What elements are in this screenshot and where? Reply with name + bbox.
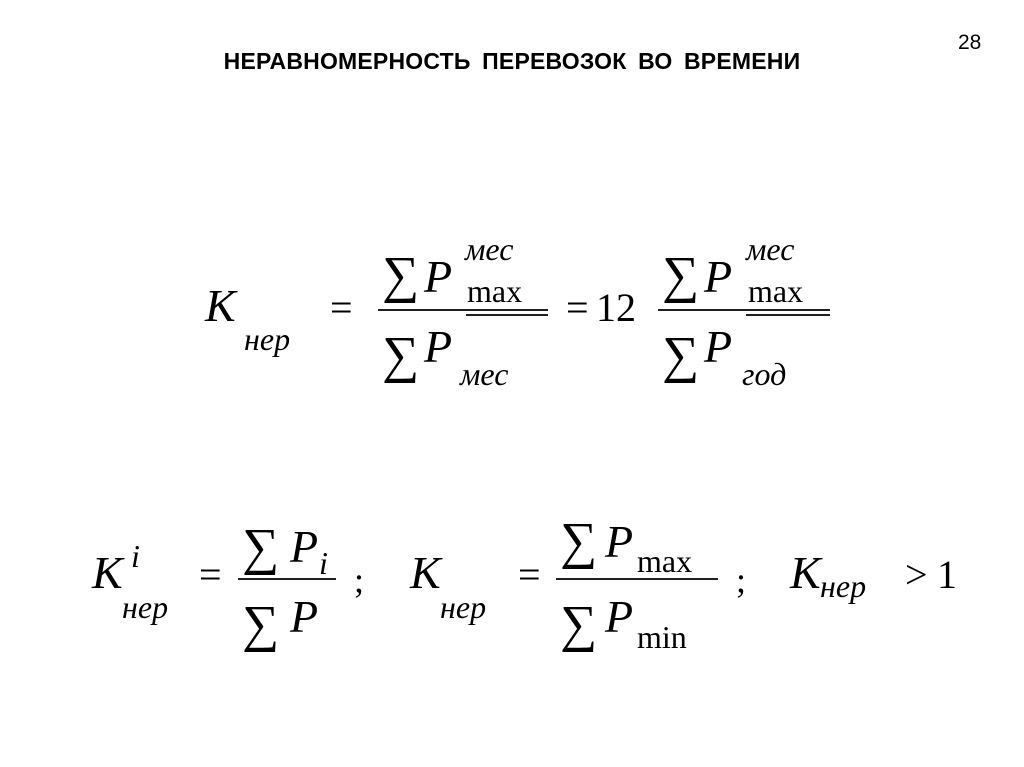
k-symbol: K — [92, 547, 123, 598]
k-subscript-ner: нер — [820, 568, 867, 604]
k-superscript-i: i — [131, 538, 140, 574]
p-symbol: P — [704, 321, 733, 372]
subscript-mes: мес — [460, 356, 509, 392]
sum-symbol: ∑ — [560, 513, 598, 570]
equals-sign: = — [518, 552, 541, 597]
subscript-max: max — [748, 273, 804, 309]
formula-uneven-coefficient-condition — [789, 547, 957, 604]
p-symbol: P — [290, 521, 319, 572]
page-number: 28 — [958, 31, 982, 54]
p-symbol: P — [605, 591, 634, 642]
semicolon: ; — [736, 560, 747, 600]
equals-sign: = — [199, 552, 222, 597]
p-symbol: P — [605, 516, 634, 567]
p-symbol: P — [290, 591, 319, 642]
equals-sign: = — [330, 285, 353, 330]
value-one: 1 — [937, 552, 957, 597]
k-subscript-ner: нер — [244, 321, 291, 357]
sum-symbol: ∑ — [662, 247, 700, 304]
subscript-i: i — [319, 545, 328, 581]
p-symbol: P — [424, 251, 453, 302]
subscript-god: год — [742, 356, 787, 392]
slide-title: НЕРАВНОМЕРНОСТЬ ПЕРЕВОЗОК ВО ВРЕМЕНИ — [223, 48, 801, 74]
formula-uneven-coefficient-annual — [204, 231, 830, 392]
p-symbol: P — [704, 251, 733, 302]
sum-symbol: ∑ — [242, 596, 280, 653]
subscript-max: max — [467, 273, 523, 309]
superscript-mes: мес — [746, 231, 795, 267]
formula-uneven-coefficient-max-min — [409, 513, 746, 655]
semicolon: ; — [354, 560, 365, 600]
k-symbol: K — [790, 547, 821, 598]
sum-symbol: ∑ — [382, 247, 420, 304]
formula-uneven-coefficient-i — [91, 519, 364, 653]
subscript-max: max — [637, 543, 693, 579]
equals-sign: = — [566, 285, 589, 330]
k-symbol: K — [205, 280, 236, 331]
k-subscript-ner: нер — [122, 589, 169, 625]
sum-symbol: ∑ — [560, 596, 598, 653]
sum-symbol: ∑ — [662, 327, 700, 384]
sum-symbol: ∑ — [242, 519, 280, 576]
greater-than-sign: > — [905, 552, 928, 597]
k-symbol: K — [410, 547, 441, 598]
coefficient-12: 12 — [596, 285, 636, 330]
p-symbol: P — [424, 321, 453, 372]
k-subscript-ner: нер — [440, 589, 487, 625]
sum-symbol: ∑ — [382, 327, 420, 384]
subscript-min: min — [637, 619, 687, 655]
superscript-mes: мес — [465, 231, 514, 267]
